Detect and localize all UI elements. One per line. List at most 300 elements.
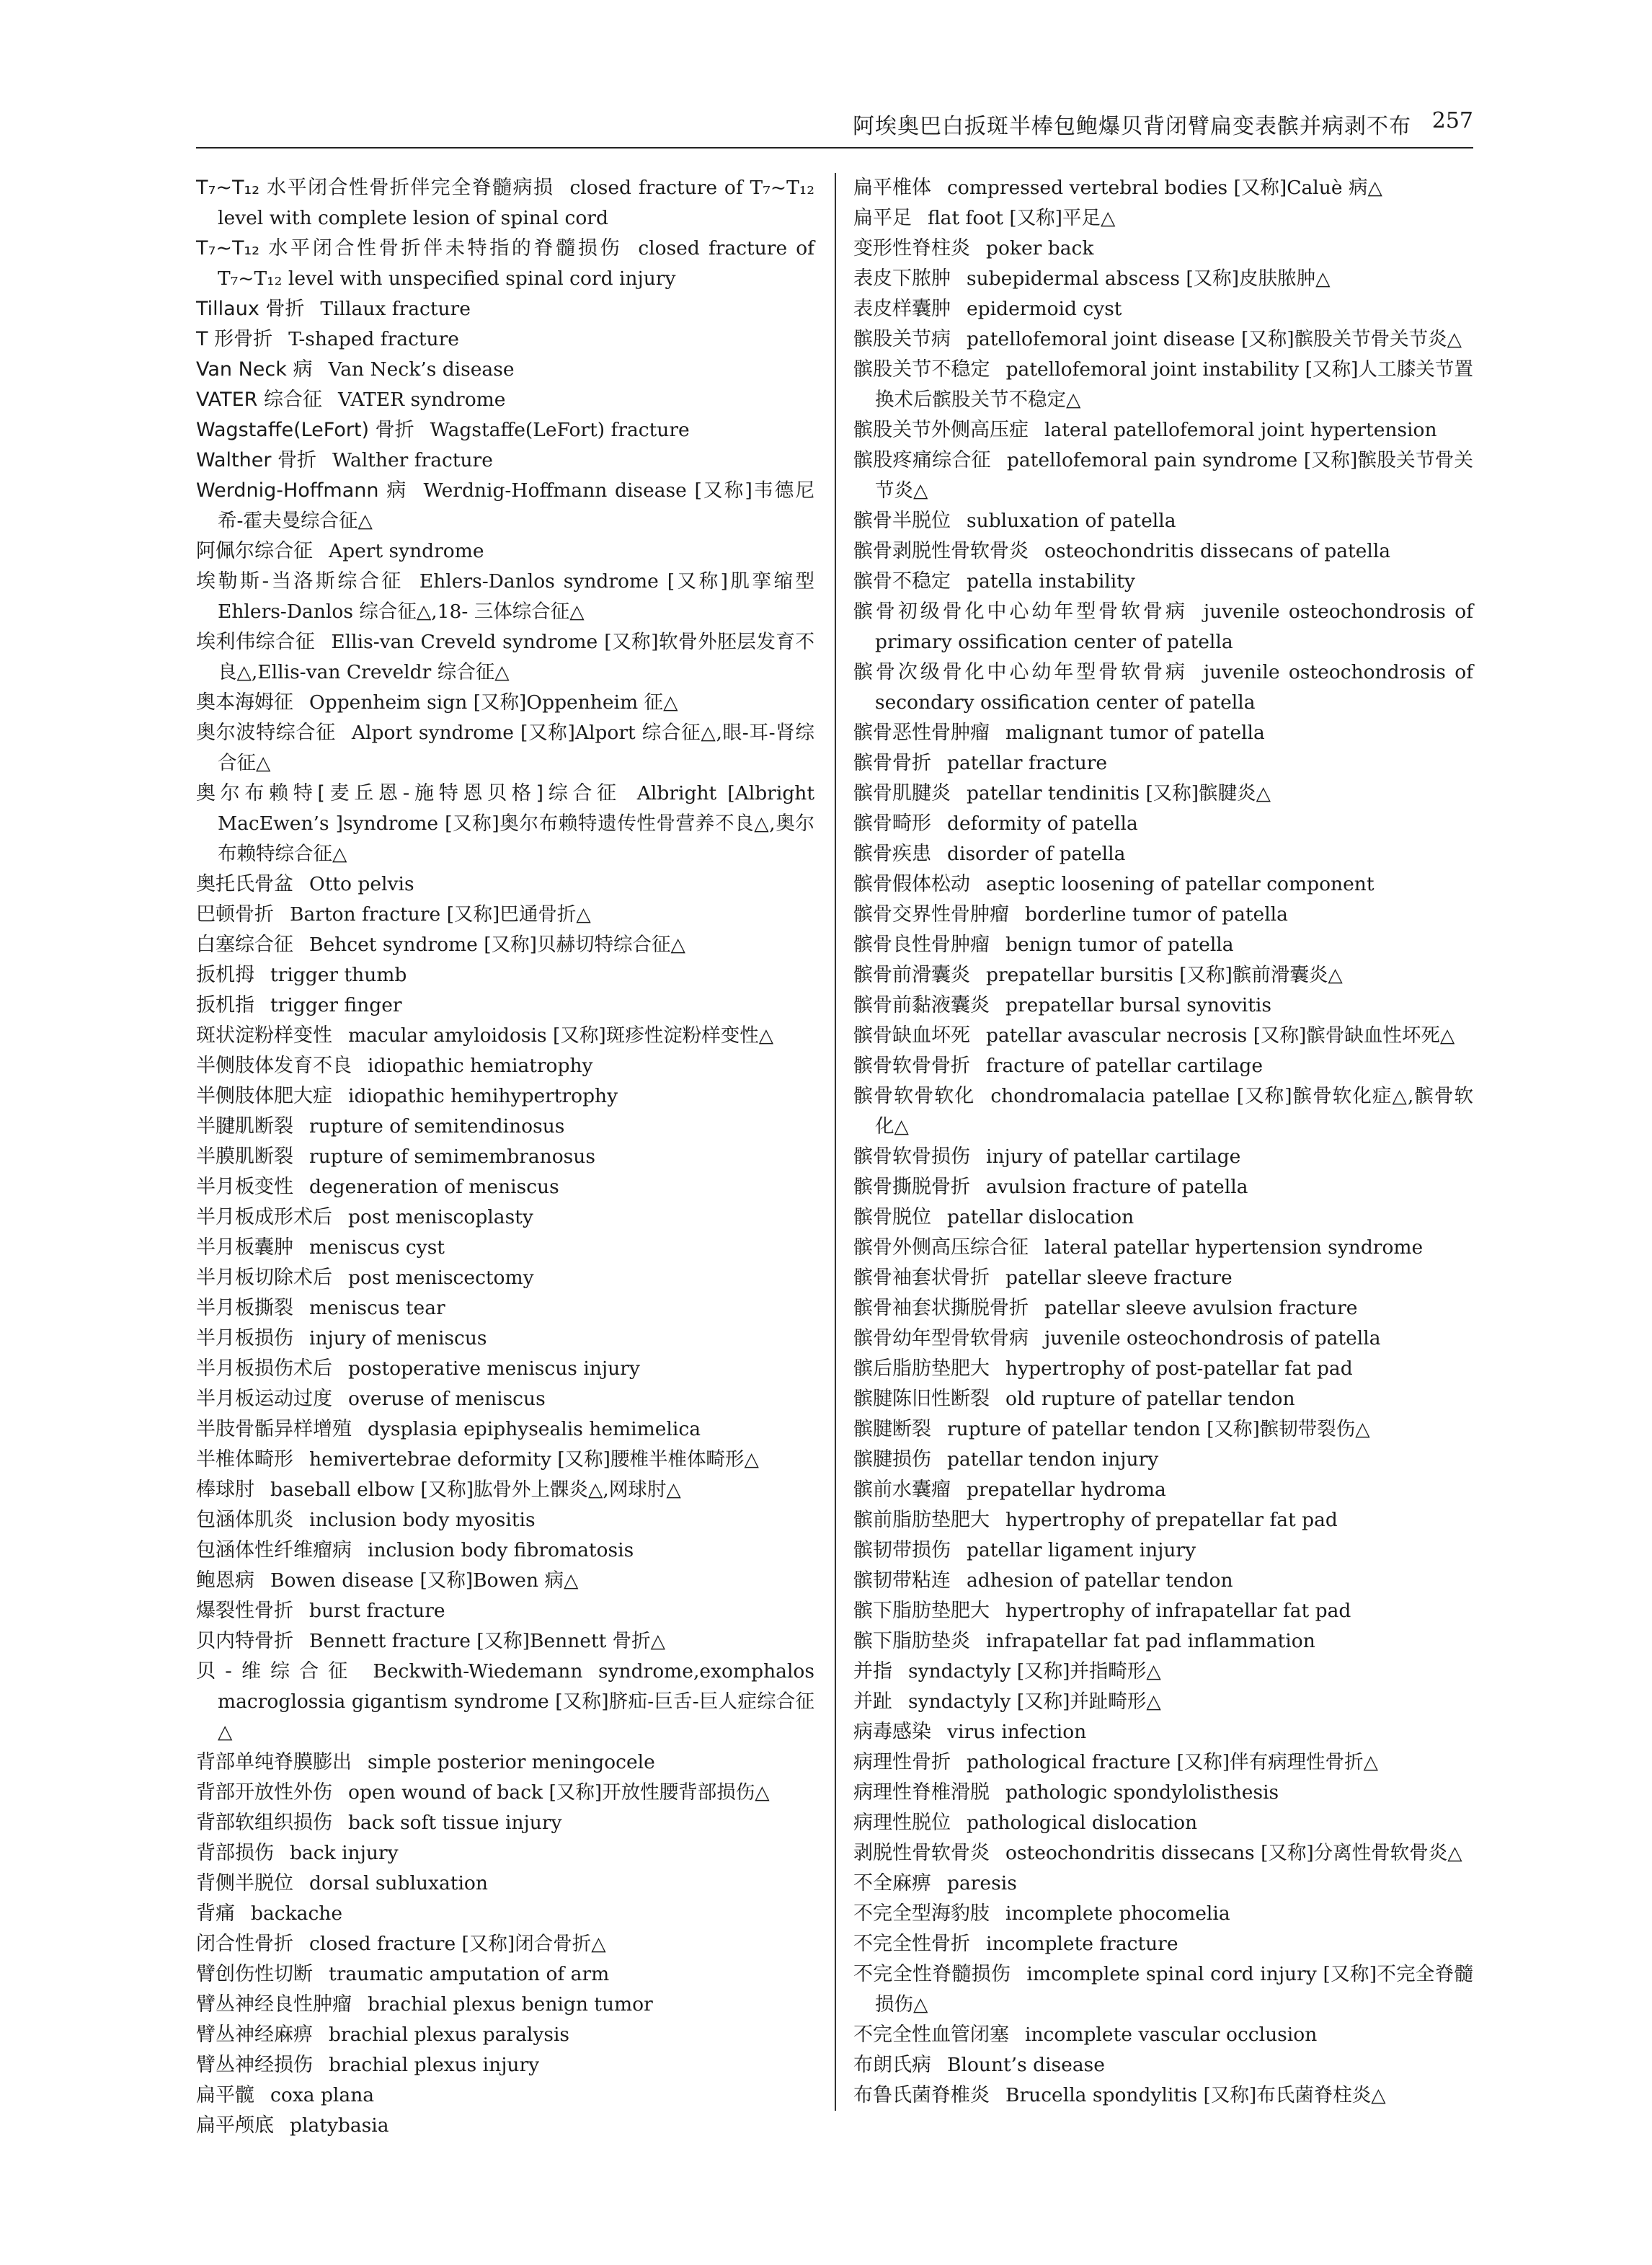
- glossary-entry: [853, 779, 1473, 809]
- glossary-entry: [853, 1021, 1473, 1051]
- glossary-entry: [196, 294, 814, 324]
- glossary-entry: [196, 1566, 814, 1596]
- glossary-entry: [196, 1233, 814, 1263]
- glossary-entry: [196, 1899, 814, 1929]
- entry-term-english: prepatellar hydroma: [967, 1479, 1166, 1501]
- glossary-entry: [196, 1172, 814, 1202]
- entry-term-english: baseball elbow [又称]肱骨外上髁炎△,网球肘△: [270, 1479, 681, 1501]
- entry-term-chinese: 闭合性骨折: [196, 1933, 293, 1955]
- entry-term-chinese: T₇~T₁₂ 水平闭合性骨折伴未特指的脊髓损伤: [196, 237, 623, 260]
- entry-term-english: brachial plexus paralysis: [329, 2024, 570, 2046]
- entry-term-english: closed fracture of T₇~T₁₂ level with unspecified spinal cord injury: [218, 237, 814, 290]
- entry-term-chinese: 髌骨前滑囊炎: [853, 964, 970, 986]
- glossary-entry: [196, 1475, 814, 1505]
- glossary-entry: [196, 1505, 814, 1535]
- entry-term-english: incomplete vascular occlusion: [1025, 2024, 1318, 2046]
- glossary-entry: [853, 1778, 1473, 1808]
- entry-term-english: borderline tumor of patella: [1025, 903, 1288, 926]
- entry-term-english: coxa plana: [270, 2084, 375, 2106]
- entry-term-chinese: T 形骨折: [196, 328, 273, 350]
- entry-term-english: Wagstaffe(LeFort) fracture: [430, 419, 690, 441]
- entry-term-chinese: 贝-维综合征: [196, 1660, 358, 1683]
- glossary-entry: [853, 173, 1473, 203]
- entry-term-chinese: 髌骨外侧高压综合征: [853, 1236, 1029, 1259]
- entry-term-english: inclusion body fibromatosis: [368, 1539, 634, 1561]
- entry-term-chinese: 臂创伤性切断: [196, 1963, 313, 1985]
- entry-term-english: imcomplete spinal cord injury [又称]不完全脊髓损伤△: [875, 1963, 1474, 2016]
- entry-term-chinese: 髌骨良性骨肿瘤: [853, 934, 990, 956]
- glossary-entry: [853, 839, 1473, 869]
- glossary-entry: [196, 2111, 814, 2141]
- entry-term-chinese: 髌腱断裂: [853, 1418, 931, 1440]
- entry-term-chinese: 髌韧带损伤: [853, 1539, 951, 1561]
- entry-term-chinese: 髌前脂肪垫肥大: [853, 1509, 990, 1531]
- glossary-entry: [853, 960, 1473, 990]
- entry-term-english: platybasia: [290, 2114, 389, 2137]
- entry-term-chinese: 表皮样囊肿: [853, 298, 951, 320]
- entry-term-chinese: 背部开放性外伤: [196, 1781, 332, 1804]
- entry-term-english: Albright [Albright MacEwen’s ]syndrome [又称]奥尔布赖特遗传性骨营养不良△,奥尔布赖特综合征△: [218, 782, 815, 865]
- entry-term-english: idiopathic hemihypertrophy: [348, 1085, 618, 1107]
- glossary-entry: [196, 2020, 814, 2050]
- glossary-entry: [196, 1626, 814, 1657]
- glossary-entry: [196, 2080, 814, 2111]
- glossary-entry: [853, 2080, 1473, 2111]
- entry-term-english: dorsal subluxation: [309, 1872, 488, 1894]
- entry-term-chinese: 布鲁氏菌脊椎炎: [853, 2084, 990, 2106]
- glossary-entry: [853, 1445, 1473, 1475]
- entry-term-chinese: 贝内特骨折: [196, 1630, 293, 1652]
- entry-term-english: chondromalacia patellae [又称]髌骨软化症△,髌骨软化△: [875, 1085, 1473, 1138]
- entry-term-chinese: 并趾: [853, 1690, 892, 1713]
- entry-term-english: patellar fracture: [947, 752, 1108, 774]
- glossary-entry: [196, 476, 814, 536]
- entry-term-english: pathological dislocation: [967, 1812, 1198, 1834]
- glossary-entry: [853, 1081, 1473, 1142]
- glossary-entry: [196, 779, 814, 869]
- entry-term-chinese: 髌股关节不稳定: [853, 358, 990, 381]
- glossary-entry: [196, 324, 814, 355]
- entry-term-chinese: 半月板运动过度: [196, 1388, 332, 1410]
- entry-term-english: syndactyly [又称]并趾畸形△: [908, 1690, 1161, 1713]
- glossary-entry: [853, 1051, 1473, 1081]
- entry-term-chinese: 埃勒斯-当洛斯综合征: [196, 570, 404, 593]
- entry-term-english: degeneration of meniscus: [309, 1176, 559, 1198]
- entry-term-chinese: 病理性骨折: [853, 1751, 951, 1773]
- entry-term-chinese: 髌骨恶性骨肿瘤: [853, 722, 990, 744]
- entry-term-english: injury of meniscus: [309, 1327, 487, 1349]
- entry-term-chinese: Wagstaffe(LeFort) 骨折: [196, 419, 414, 441]
- entry-term-chinese: 髌骨软骨软化: [853, 1085, 975, 1107]
- entry-term-chinese: 髌下脂肪垫炎: [853, 1630, 970, 1652]
- entry-term-chinese: 髌腱陈旧性断裂: [853, 1388, 990, 1410]
- entry-term-chinese: 背侧半脱位: [196, 1872, 293, 1894]
- entry-term-english: burst fracture: [309, 1600, 445, 1622]
- entry-term-chinese: 髌骨缺血坏死: [853, 1024, 970, 1047]
- glossary-entry: [853, 1233, 1473, 1263]
- entry-term-chinese: 半月板损伤术后: [196, 1357, 332, 1380]
- entry-term-chinese: 髌后脂肪垫肥大: [853, 1357, 990, 1380]
- entry-term-chinese: 髌骨撕脱骨折: [853, 1176, 970, 1198]
- glossary-entry: [196, 1414, 814, 1445]
- entry-term-chinese: 扁平足: [853, 207, 912, 229]
- entry-term-english: subepidermal abscess [又称]皮肤脓肿△: [967, 267, 1331, 290]
- entry-term-english: overuse of meniscus: [348, 1388, 546, 1410]
- entry-term-english: Ehlers-Danlos syndrome [又称]肌挛缩型 Ehlers-Danlos 综合征△,18- 三体综合征△: [218, 570, 814, 623]
- entry-term-english: lateral patellofemoral joint hypertension: [1044, 419, 1437, 441]
- entry-term-chinese: 半膜肌断裂: [196, 1145, 293, 1168]
- glossary-entry: [853, 1293, 1473, 1324]
- entry-term-english: epidermoid cyst: [967, 298, 1122, 320]
- entry-term-english: patellofemoral joint disease [又称]髌股关节骨关节炎△: [967, 328, 1462, 350]
- entry-term-english: back soft tissue injury: [348, 1812, 562, 1834]
- glossary-entry: [853, 1838, 1473, 1869]
- entry-term-english: Blount’s disease: [947, 2054, 1105, 2076]
- glossary-entry: [196, 1051, 814, 1081]
- glossary-entry: [196, 1596, 814, 1626]
- glossary-entry: [196, 2050, 814, 2080]
- column-divider: [835, 173, 836, 2111]
- entry-term-english: Oppenheim sign [又称]Oppenheim 征△: [309, 691, 678, 714]
- entry-term-chinese: 臂丛神经良性肿瘤: [196, 1993, 352, 2016]
- entry-term-english: syndactyly [又称]并指畸形△: [908, 1660, 1161, 1683]
- entry-term-chinese: 鲍恩病: [196, 1569, 254, 1592]
- entry-term-chinese: 半月板撕裂: [196, 1297, 293, 1319]
- entry-term-english: dysplasia epiphysealis hemimelica: [368, 1418, 701, 1440]
- entry-term-english: inclusion body myositis: [309, 1509, 536, 1531]
- entry-term-chinese: 髌骨袖套状骨折: [853, 1267, 990, 1289]
- glossary-entry: [853, 506, 1473, 536]
- entry-term-chinese: 臂丛神经麻痹: [196, 2024, 313, 2046]
- entry-term-chinese: 扁平颅底: [196, 2114, 274, 2137]
- entry-term-chinese: 髌骨交界性骨肿瘤: [853, 903, 1009, 926]
- entry-term-english: incomplete fracture: [986, 1933, 1178, 1955]
- glossary-entry: [853, 1596, 1473, 1626]
- entry-term-chinese: 半月板变性: [196, 1176, 293, 1198]
- glossary-entry: [853, 1687, 1473, 1717]
- glossary-entry: [196, 1354, 814, 1384]
- glossary-entry: [853, 294, 1473, 324]
- glossary-entry: [853, 1354, 1473, 1384]
- entry-term-english: open wound of back [又称]开放性腰背部损伤△: [348, 1781, 770, 1804]
- entry-term-chinese: 阿佩尔综合征: [196, 540, 313, 562]
- entry-term-english: Bennett fracture [又称]Bennett 骨折△: [309, 1630, 666, 1652]
- entry-term-english: Tillaux fracture: [320, 298, 471, 320]
- entry-term-chinese: 髌韧带粘连: [853, 1569, 951, 1592]
- glossary-entry: [853, 1869, 1473, 1899]
- glossary-entry: [853, 2050, 1473, 2080]
- entry-term-chinese: 包涵体肌炎: [196, 1509, 293, 1531]
- entry-term-chinese: 扳机拇: [196, 964, 254, 986]
- glossary-entry: [853, 900, 1473, 930]
- glossary-entry: [853, 990, 1473, 1021]
- entry-term-english: flat foot [又称]平足△: [928, 207, 1116, 229]
- entry-term-english: patellar sleeve fracture: [1005, 1267, 1233, 1289]
- entry-term-chinese: 背部损伤: [196, 1842, 274, 1864]
- glossary-entry: [853, 203, 1473, 234]
- entry-term-english: juvenile osteochondrosis of patella: [1044, 1327, 1381, 1349]
- glossary-entry: [853, 1172, 1473, 1202]
- entry-term-chinese: 变形性脊柱炎: [853, 237, 970, 260]
- entry-term-chinese: 不全麻痹: [853, 1872, 931, 1894]
- entry-term-english: VATER syndrome: [338, 389, 506, 411]
- glossary-entry: [196, 385, 814, 415]
- entry-term-english: hypertrophy of post-patellar fat pad: [1005, 1357, 1353, 1380]
- glossary-entry: [196, 536, 814, 567]
- glossary-entry: [853, 355, 1473, 415]
- entry-term-english: closed fracture [又称]闭合骨折△: [309, 1933, 606, 1955]
- glossary-entry: [853, 1626, 1473, 1657]
- glossary-entry: [196, 1838, 814, 1869]
- glossary-entry: [853, 1535, 1473, 1566]
- entry-term-english: brachial plexus injury: [329, 2054, 540, 2076]
- entry-term-english: rupture of semitendinosus: [309, 1115, 565, 1138]
- glossary-entry: [853, 1929, 1473, 1959]
- entry-term-chinese: 臂丛神经损伤: [196, 2054, 313, 2076]
- glossary-entry: [196, 173, 814, 234]
- entry-term-chinese: 并指: [853, 1660, 892, 1683]
- entry-term-chinese: 髌骨初级骨化中心幼年型骨软骨病: [853, 600, 1188, 623]
- entry-term-chinese: 髌骨软骨损伤: [853, 1145, 970, 1168]
- entry-term-english: Barton fracture [又称]巴通骨折△: [290, 903, 591, 926]
- glossary-entry: [196, 355, 814, 385]
- entry-term-chinese: 奥尔布赖特[麦丘恩-施特恩贝格]综合征: [196, 782, 621, 805]
- entry-term-english: lateral patellar hypertension syndrome: [1044, 1236, 1424, 1259]
- entry-term-english: back injury: [290, 1842, 399, 1864]
- entry-term-chinese: 病理性脱位: [853, 1812, 951, 1834]
- glossary-entry: [196, 1778, 814, 1808]
- glossary-entry: [853, 536, 1473, 567]
- entry-term-english: Brucella spondylitis [又称]布氏菌脊柱炎△: [1005, 2084, 1386, 2106]
- entry-term-chinese: 髌腱损伤: [853, 1448, 931, 1471]
- glossary-entry: [853, 1142, 1473, 1172]
- entry-term-chinese: 髌骨剥脱性骨软骨炎: [853, 540, 1029, 562]
- entry-term-chinese: 髌骨疾患: [853, 843, 931, 865]
- entry-term-english: infrapatellar fat pad inflammation: [986, 1630, 1315, 1652]
- glossary-entry: [853, 1959, 1473, 2020]
- entry-term-english: poker back: [986, 237, 1094, 260]
- glossary-entry: [196, 627, 814, 688]
- entry-term-english: avulsion fracture of patella: [986, 1176, 1248, 1198]
- entry-term-chinese: 棒球肘: [196, 1479, 254, 1501]
- entry-term-english: macular amyloidosis [又称]斑疹性淀粉样变性△: [348, 1024, 774, 1047]
- entry-term-english: post meniscoplasty: [348, 1206, 533, 1228]
- entry-term-chinese: 髌骨前黏液囊炎: [853, 994, 990, 1016]
- glossary-entry: [853, 567, 1473, 597]
- glossary-entry: [853, 718, 1473, 748]
- entry-term-english: patellar ligament injury: [967, 1539, 1196, 1561]
- entry-term-english: brachial plexus benign tumor: [368, 1993, 653, 2016]
- left-column: [196, 173, 814, 2141]
- entry-term-chinese: 背痛: [196, 1902, 235, 1925]
- glossary-entry: [196, 1081, 814, 1112]
- entry-term-chinese: 髌股疼痛综合征: [853, 449, 991, 471]
- entry-term-chinese: 半月板切除术后: [196, 1267, 332, 1289]
- entry-term-english: idiopathic hemiatrophy: [368, 1055, 593, 1077]
- entry-term-chinese: T₇~T₁₂ 水平闭合性骨折伴完全脊髓病损: [196, 177, 554, 199]
- entry-term-english: T-shaped fracture: [288, 328, 459, 350]
- glossary-entry: [853, 415, 1473, 446]
- entry-term-chinese: 奥尔波特综合征: [196, 722, 336, 744]
- glossary-entry: [853, 597, 1473, 657]
- glossary-entry: [853, 1808, 1473, 1838]
- entry-term-english: patellar sleeve avulsion fracture: [1044, 1297, 1358, 1319]
- entry-term-english: prepatellar bursal synovitis: [1005, 994, 1272, 1016]
- entry-term-english: osteochondritis dissecans of patella: [1044, 540, 1391, 562]
- glossary-entry: [853, 657, 1473, 718]
- glossary-entry: [196, 1293, 814, 1324]
- glossary-entry: [196, 1808, 814, 1838]
- entry-term-chinese: 髌骨袖套状撕脱骨折: [853, 1297, 1029, 1319]
- entry-term-english: hypertrophy of infrapatellar fat pad: [1005, 1600, 1351, 1622]
- entry-term-english: patellar avascular necrosis [又称]髌骨缺血性坏死△: [986, 1024, 1455, 1047]
- entry-term-chinese: 髌下脂肪垫肥大: [853, 1600, 990, 1622]
- entry-term-chinese: 爆裂性骨折: [196, 1600, 293, 1622]
- entry-term-chinese: 扁平髋: [196, 2084, 254, 2106]
- entry-term-chinese: 剥脱性骨软骨炎: [853, 1842, 990, 1864]
- glossary-entry: [853, 1475, 1473, 1505]
- glossary-entry: [196, 1324, 814, 1354]
- entry-term-chinese: 白塞综合征: [196, 934, 293, 956]
- glossary-entry: [196, 1263, 814, 1293]
- glossary-entry: [853, 1747, 1473, 1778]
- glossary-entry: [196, 1384, 814, 1414]
- entry-term-english: juvenile osteochondrosis of secondary ossification center of patella: [875, 661, 1474, 714]
- entry-term-english: prepatellar bursitis [又称]髌前滑囊炎△: [986, 964, 1343, 986]
- glossary-entry: [196, 960, 814, 990]
- glossary-entry: [853, 748, 1473, 779]
- entry-term-english: paresis: [947, 1872, 1017, 1894]
- entry-term-chinese: Werdnig-Hoffmann 病: [196, 479, 408, 502]
- glossary-entry: [196, 567, 814, 627]
- entry-term-english: patellar dislocation: [947, 1206, 1134, 1228]
- entry-term-english: traumatic amputation of arm: [329, 1963, 610, 1985]
- glossary-entry: [853, 1384, 1473, 1414]
- entry-term-chinese: 包涵体性纤维瘤病: [196, 1539, 352, 1561]
- entry-term-english: Otto pelvis: [309, 873, 414, 895]
- entry-term-chinese: 不完全性骨折: [853, 1933, 970, 1955]
- glossary-entry: [853, 1202, 1473, 1233]
- glossary-entry: [853, 1899, 1473, 1929]
- glossary-entry: [196, 1929, 814, 1959]
- entry-term-english: Alport syndrome [又称]Alport 综合征△,眼-耳-肾综合征△: [218, 722, 815, 774]
- glossary-entry: [196, 415, 814, 446]
- entry-term-english: adhesion of patellar tendon: [967, 1569, 1233, 1592]
- entry-term-chinese: 布朗氏病: [853, 2054, 931, 2076]
- glossary-entry: [196, 1657, 814, 1747]
- entry-term-chinese: 病毒感染: [853, 1721, 931, 1743]
- page-number: 257: [1431, 108, 1473, 133]
- entry-term-chinese: 髌骨软骨骨折: [853, 1055, 970, 1077]
- entry-term-chinese: 髌骨肌腱炎: [853, 782, 951, 805]
- entry-term-chinese: 半侧肢体肥大症: [196, 1085, 332, 1107]
- entry-term-english: pathological fracture [又称]伴有病理性骨折△: [967, 1751, 1379, 1773]
- glossary-entry: [196, 234, 814, 294]
- glossary-entry: [196, 869, 814, 900]
- entry-term-chinese: 髌股关节病: [853, 328, 951, 350]
- right-column: [853, 173, 1473, 2111]
- glossary-entry: [853, 930, 1473, 960]
- glossary-entry: [196, 1112, 814, 1142]
- glossary-entry: [196, 446, 814, 476]
- entry-term-chinese: 髌骨脱位: [853, 1206, 931, 1228]
- glossary-entry: [196, 1202, 814, 1233]
- entry-term-chinese: 半月板囊肿: [196, 1236, 293, 1259]
- entry-term-chinese: 埃利伟综合征: [196, 631, 316, 653]
- entry-term-english: meniscus tear: [309, 1297, 445, 1319]
- entry-term-english: hemivertebrae deformity [又称]腰椎半椎体畸形△: [309, 1448, 759, 1471]
- entry-term-chinese: 扁平椎体: [853, 177, 931, 199]
- glossary-entry: [853, 869, 1473, 900]
- entry-term-english: Van Neck’s disease: [328, 358, 515, 381]
- glossary-entry: [196, 1445, 814, 1475]
- entry-term-chinese: 半腱肌断裂: [196, 1115, 293, 1138]
- entry-term-chinese: 奥托氏骨盆: [196, 873, 293, 895]
- entry-term-chinese: 半月板成形术后: [196, 1206, 332, 1228]
- glossary-entry: [853, 2020, 1473, 2050]
- entry-term-english: patella instability: [967, 570, 1135, 593]
- entry-term-chinese: 髌股关节外侧高压症: [853, 419, 1029, 441]
- entry-term-english: fracture of patellar cartilage: [986, 1055, 1264, 1077]
- glossary-entry: [853, 1717, 1473, 1747]
- glossary-entry: [196, 1535, 814, 1566]
- entry-term-chinese: 髌骨假体松动: [853, 873, 970, 895]
- entry-term-english: backache: [251, 1902, 343, 1925]
- entry-term-chinese: Walther 骨折: [196, 449, 317, 471]
- entry-term-english: patellofemoral joint instability [又称]人工膝关节置换术后髌股关节不稳定△: [875, 358, 1473, 411]
- entry-term-english: trigger thumb: [270, 964, 407, 986]
- entry-term-chinese: 不完全性血管闭塞: [853, 2024, 1009, 2046]
- entry-term-chinese: 不完全性脊髓损伤: [853, 1963, 1011, 1985]
- glossary-entry: [196, 1869, 814, 1899]
- entry-term-chinese: 不完全型海豹肢: [853, 1902, 990, 1925]
- glossary-entry: [853, 1505, 1473, 1535]
- glossary-entry: [196, 990, 814, 1021]
- entry-term-chinese: 奥本海姆征: [196, 691, 293, 714]
- glossary-entry: [853, 264, 1473, 294]
- entry-term-chinese: 巴顿骨折: [196, 903, 274, 926]
- entry-term-chinese: Van Neck 病: [196, 358, 313, 381]
- entry-term-chinese: 髌前水囊瘤: [853, 1479, 951, 1501]
- entry-term-chinese: 髌骨幼年型骨软骨病: [853, 1327, 1029, 1349]
- entry-term-english: malignant tumor of patella: [1005, 722, 1265, 744]
- glossary-entry: [853, 1566, 1473, 1596]
- entry-term-english: Werdnig-Hoffmann disease [又称]韦德尼希-霍夫曼综合征△: [218, 479, 814, 532]
- running-header: [196, 108, 1473, 149]
- entry-term-english: hypertrophy of prepatellar fat pad: [1005, 1509, 1338, 1531]
- entry-term-english: post meniscectomy: [348, 1267, 534, 1289]
- entry-term-chinese: 半椎体畸形: [196, 1448, 293, 1471]
- glossary-entry: [196, 1959, 814, 1990]
- glossary-entry: [196, 1990, 814, 2020]
- entry-term-chinese: 髌骨不稳定: [853, 570, 951, 593]
- entry-term-chinese: 髌骨次级骨化中心幼年型骨软骨病: [853, 661, 1188, 683]
- entry-term-english: Beckwith-Wiedemann syndrome,exomphalos macroglossia gigantism syndrome [又称]脐疝-巨舌-巨人症综合征△: [218, 1660, 814, 1743]
- entry-term-chinese: 表皮下脓肿: [853, 267, 951, 290]
- entry-term-chinese: 半月板损伤: [196, 1327, 293, 1349]
- glossary-entry: [196, 718, 814, 779]
- entry-term-chinese: 髌骨半脱位: [853, 510, 951, 532]
- entry-term-chinese: 扳机指: [196, 994, 254, 1016]
- glossary-entry: [196, 1747, 814, 1778]
- entry-term-english: trigger finger: [270, 994, 402, 1016]
- glossary-entry: [196, 688, 814, 718]
- glossary-entry: [853, 234, 1473, 264]
- entry-term-chinese: Tillaux 骨折: [196, 298, 305, 320]
- entry-term-english: injury of patellar cartilage: [986, 1145, 1241, 1168]
- entry-term-english: patellofemoral pain syndrome [又称]髌股关节骨关节炎△: [875, 449, 1474, 502]
- entry-term-chinese: 背部软组织损伤: [196, 1812, 332, 1834]
